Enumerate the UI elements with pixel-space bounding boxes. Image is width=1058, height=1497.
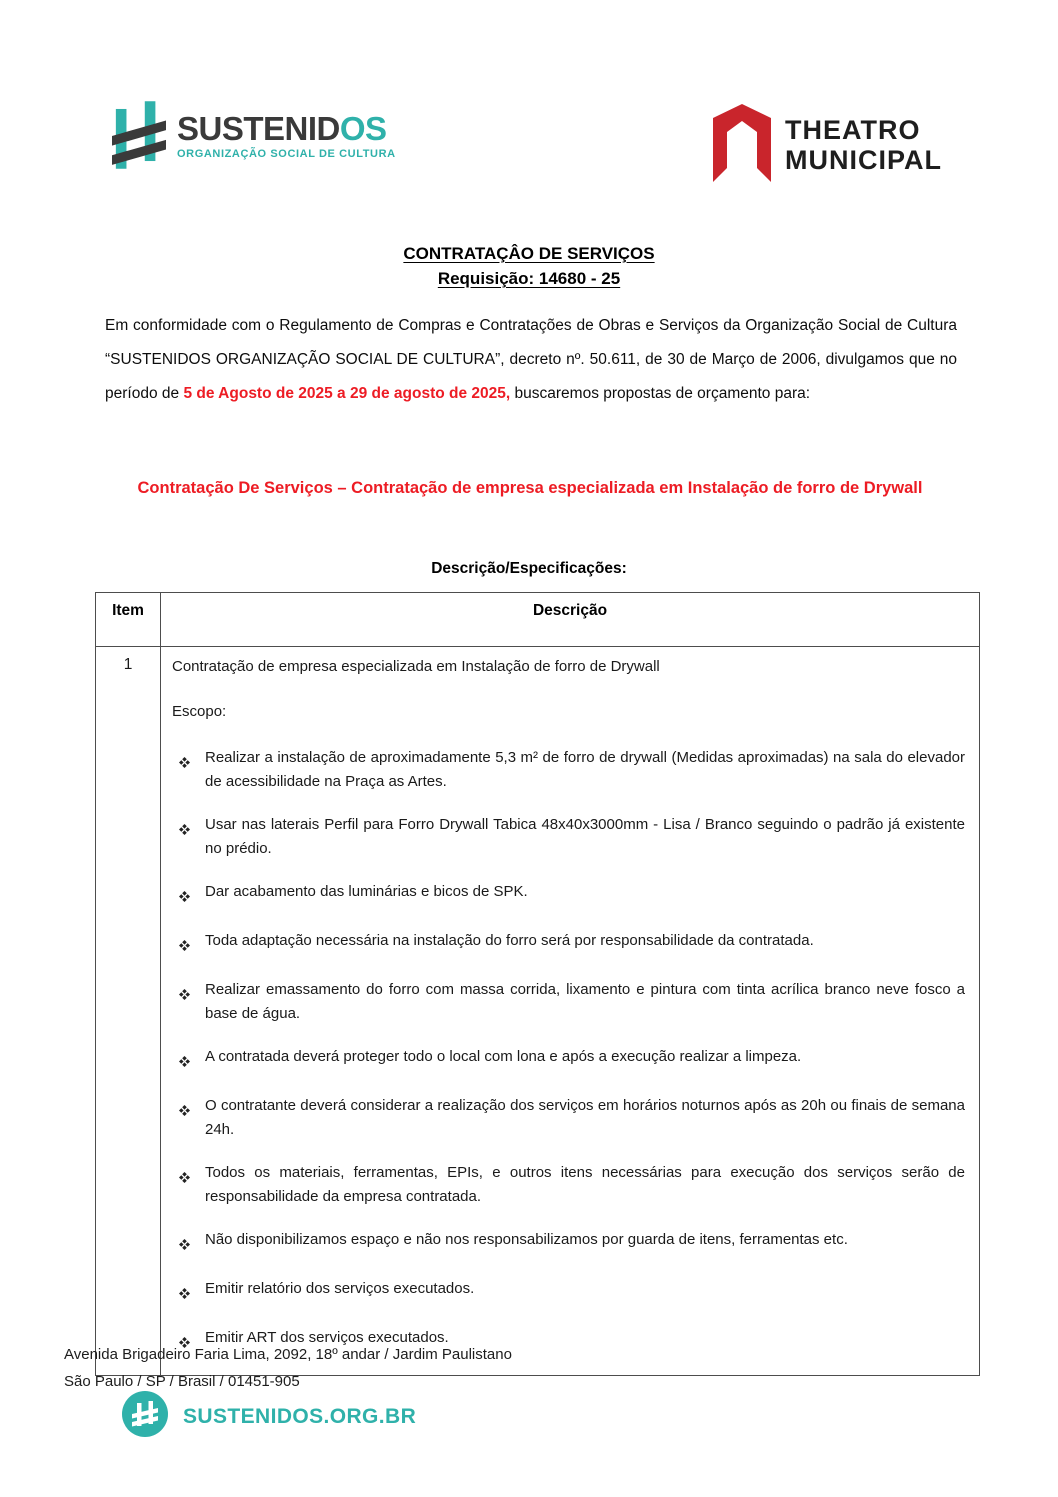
diamond-bullet-icon bbox=[179, 819, 190, 861]
footer-site-logo bbox=[122, 1391, 416, 1442]
diamond-bullet-icon bbox=[179, 1100, 190, 1142]
document-title bbox=[0, 241, 1058, 291]
list-item: Emitir ART dos serviços executados. bbox=[179, 1326, 965, 1356]
list-item: A contratada deverá proteger todo o local com lona e após a execução realizar a limpeza. bbox=[179, 1045, 965, 1075]
list-item: O contratante deverá considerar a realização dos serviços em horários noturnos após as 20h ou finais de semana 24h. bbox=[179, 1094, 965, 1142]
sustenidos-logo bbox=[112, 96, 396, 179]
spec-table bbox=[95, 592, 980, 1376]
intro-text-2: buscaremos propostas de orçamento para: bbox=[510, 385, 811, 402]
subject-heading: Contratação De Serviços – Contratação de empresa especializada em Instalação de forro de Drywall bbox=[137, 479, 923, 497]
list-item: Emitir relatório dos serviços executados. bbox=[179, 1277, 965, 1307]
sustenidos-logo-text bbox=[177, 96, 396, 160]
spec-section-label: Descrição/Especificações: bbox=[431, 560, 627, 577]
table-row bbox=[96, 647, 980, 1376]
list-item: Realizar emassamento do forro com massa corrida, lixamento e pintura com tinta acrílica branco neve fosco a base de água. bbox=[179, 978, 965, 1026]
theatro-wordmark: THEATRO MUNICIPAL bbox=[785, 114, 942, 175]
theatro-municipal-logo bbox=[713, 102, 942, 187]
diamond-bullet-icon bbox=[179, 1283, 190, 1307]
diamond-bullet-icon bbox=[179, 752, 190, 794]
description-cell bbox=[161, 647, 980, 1376]
intro-text-1: Em conformidade com o Regulamento de Compras e Contratações de Obras e Serviços da Organização Social de Cultura “SUSTENIDOS ORGANIZAÇÃO SOCIAL DE CULTURA”, decreto nº. 50.611, de 30 de Março de 2006, divulgamos que no período de bbox=[105, 317, 957, 402]
footer-address-line1: Avenida Brigadeiro Faria Lima, 2092, 18º andar / Jardim Paulistano bbox=[64, 1346, 512, 1363]
sustenidos-wordmark: SUSTENIDOS bbox=[177, 110, 387, 147]
list-item: Usar nas laterais Perfil para Forro Drywall Tabica 48x40x3000mm - Lisa / Branco seguindo o padrão já existente no prédio. bbox=[179, 813, 965, 861]
diamond-bullet-icon bbox=[179, 1234, 190, 1258]
list-item: Dar acabamento das luminárias e bicos de SPK. bbox=[179, 880, 965, 910]
sustenidos-tagline: ORGANIZAÇÃO SOCIAL DE CULTURA bbox=[177, 148, 396, 160]
diamond-bullet-icon bbox=[179, 1051, 190, 1075]
footer-site-url: SUSTENIDOS.ORG.BR bbox=[183, 1404, 417, 1428]
intro-date-range: 5 de Agosto de 2025 a 29 de agosto de 2025, bbox=[183, 385, 511, 402]
scope-bullet-list bbox=[172, 746, 967, 1356]
diamond-bullet-icon bbox=[179, 984, 190, 1026]
sharp-hash-icon bbox=[112, 96, 166, 179]
diamond-bullet-icon bbox=[179, 935, 190, 959]
row-title: Contratação de empresa especializada em Instalação de forro de Drywall bbox=[172, 658, 660, 675]
footer-address-line2: São Paulo / SP / Brasil / 01451-905 bbox=[64, 1373, 300, 1390]
list-item: Todos os materiais, ferramentas, EPIs, e outros itens necessárias para execução dos serviços serão de responsabilidade da empresa contratada. bbox=[179, 1161, 965, 1209]
table-header-row bbox=[96, 593, 980, 647]
footer-address bbox=[64, 1341, 512, 1395]
scope-label: Escopo: bbox=[172, 703, 227, 720]
diamond-bullet-icon bbox=[179, 886, 190, 910]
diamond-bullet-icon bbox=[179, 1167, 190, 1209]
column-header-description: Descrição bbox=[161, 593, 980, 647]
intro-paragraph bbox=[105, 309, 957, 411]
title-line1: CONTRATAÇÂO DE SERVIÇOS bbox=[403, 244, 655, 263]
column-header-item: Item bbox=[96, 593, 161, 647]
list-item: Realizar a instalação de aproximadamente 5,3 m² de forro de drywall (Medidas aproximadas) na sala do elevador de acessibilidade na Praça as Artes. bbox=[179, 746, 965, 794]
theatre-arch-icon bbox=[713, 102, 771, 187]
list-item: Toda adaptação necessária na instalação do forro será por responsabilidade da contratada. bbox=[179, 929, 965, 959]
sharp-hash-circle-icon bbox=[122, 1391, 168, 1442]
list-item: Não disponibilizamos espaço e não nos responsabilizamos por guarda de itens, ferramentas etc. bbox=[179, 1228, 965, 1258]
item-number-cell: 1 bbox=[96, 647, 161, 1376]
title-line2-requisition: Requisição: 14680 - 25 bbox=[437, 269, 621, 288]
